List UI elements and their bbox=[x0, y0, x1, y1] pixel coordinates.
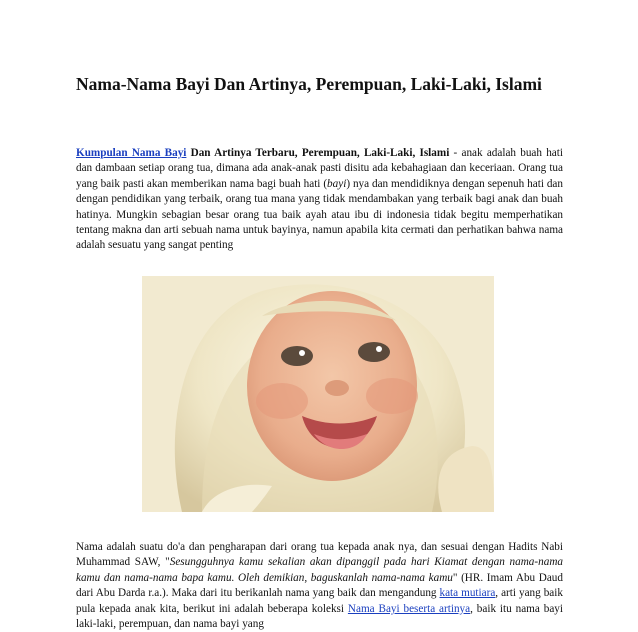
body-text-3: , arti yang baik pula kepada anak kita, berikut ini adalah beberapa koleksi bbox=[76, 587, 563, 615]
hadith-quote: Sesungguhnya kamu sekalian akan dipanggil pada hari Kiamat dengan nama-nama kamu dan nama-nama bapa kamu. Oleh demikian, baguskanlah nama-nama kamu bbox=[76, 556, 563, 584]
link-kumpulan-nama-bayi[interactable]: Kumpulan Nama Bayi bbox=[76, 147, 187, 159]
intro-bold-text: Dan Artinya Terbaru, Perempuan, Laki-Laki, Islami bbox=[186, 147, 450, 159]
link-nama-bayi-beserta-artinya[interactable]: Nama Bayi beserta artinya bbox=[347, 602, 471, 615]
baby-illustration bbox=[142, 276, 494, 512]
intro-text-1: - anak adalah buah hati dan dambaan setiap orang tua, dimana ada anak-anak pasti disitu ada kebahagiaan dan keceriaan. Orang tua yang baik pasti akan memberikan nama bagi buah hati ( bbox=[76, 147, 563, 190]
body-paragraph bbox=[76, 540, 563, 632]
intro-paragraph bbox=[76, 146, 563, 254]
link-kata-mutiara[interactable]: kata mutiara bbox=[439, 587, 496, 600]
baby-photo bbox=[142, 276, 494, 512]
intro-italic: bayi bbox=[327, 177, 347, 190]
page-title: Nama-Nama Bayi Dan Artinya, Perempuan, Laki-Laki, Islami bbox=[76, 74, 542, 94]
body-text-4: , baik itu nama bayi laki-laki, perempuan, dan nama bayi yang bbox=[76, 602, 563, 631]
body-text-1: Nama adalah suatu do'a dan pengharapan dari orang tua kepada anak nya, dan sesuai dengan Hadits Nabi Muhammad SAW, " bbox=[76, 541, 563, 569]
body-text-2: " (HR. Imam Abu Daud dari Abu Darda r.a.). Maka dari itu berikanlah nama yang baik dan mengandung bbox=[76, 571, 563, 600]
intro-text-2: ) nya dan mendidiknya dengan sepenuh hati dan dengan pendidikan yang terbaik, orang tua mana yang tidak mendambakan yang terbaik bagi anak dan buah hatinya. Mungkin sebagian besar orang tua baik ayah atau ibu di indonesia tidak begitu memperhatikan tentang makna dan arti sebuah nama untuk bayinya, namun apabila kita cermati dan perhatikan bahwa nama adalah sesuatu yang sangat penting bbox=[76, 177, 563, 252]
